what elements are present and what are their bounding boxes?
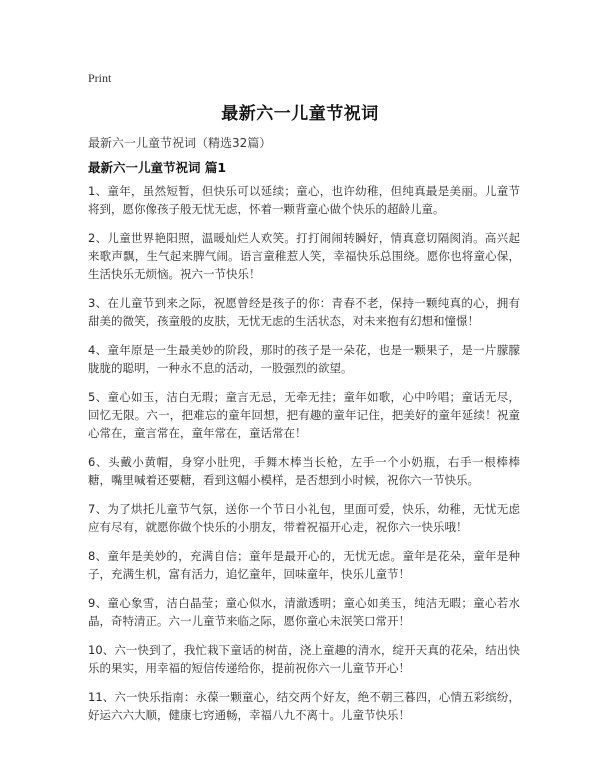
blessing-entry-1: 1、童年，虽然短暂，但快乐可以延续；童心，也许幼稚，但纯真最是美丽。儿童节将到，愿你像孩子般无忧无虑，怀着一颗背童心做个快乐的超龄儿童。 [88, 184, 520, 216]
blessing-entry-7: 7、为了烘托儿童节气氛，送你一个节日小礼包，里面可爱，快乐，幼稚，无忧无虑应有尽有，就愿你做个快乐的小朋友，带着祝福开心走，祝你六一快乐哦！ [88, 502, 520, 534]
blessing-entry-5: 5、童心如玉，洁白无瑕；童言无忌，无牵无挂；童年如歌，心中吟唱；童话无尽，回忆无限。六一，把难忘的童年回想，把有趣的童年记住，把美好的童年延续！祝童心常在，童言常在，童年常在，童话常在！ [88, 390, 520, 440]
blessing-entry-4: 4、童年原是一生最美妙的阶段，那时的孩子是一朵花，也是一颗果子，是一片朦朦胧胧的聪明，一种永不息的活动，一股强烈的欲望。 [88, 343, 520, 375]
blessing-entry-9: 9、童心象雪，洁白晶莹；童心似水，清澈透明；童心如美玉，纯洁无暇；童心若水晶，奇特清正。六一儿童节来临之际，愿你童心未泯笑口常开！ [88, 596, 520, 628]
blessing-entry-11: 11、六一快乐指南：永葆一颗童心，结交两个好友，绝不朝三暮四，心情五彩缤纷，好运六六大顺，健康七窍通畅，幸福八九不离十。儿童节快乐！ [88, 690, 520, 722]
print-label: Print [88, 71, 112, 85]
section-heading: 最新六一儿童节祝词 篇1 [88, 160, 227, 175]
blessing-list [88, 182, 520, 735]
document-subtitle: 最新六一儿童节祝词（精选32篇） [88, 136, 272, 150]
page-title: 最新六一儿童节祝词 [221, 104, 379, 124]
blessing-entry-2: 2、儿童世界艳阳照，温暖灿烂人欢笑。打打闹闹转瞬好，情真意切隔阂消。高兴起来歌声飘，生气起来脾气闹。语言童稚惹人笑，幸福快乐总围绕。愿你也将童心保，生活快乐无烦恼。祝六一节快乐！ [88, 231, 520, 281]
blessing-entry-10: 10、六一快到了，我忙栽下童话的树苗，浇上童趣的清水，绽开天真的花朵，结出快乐的果实，用幸福的短信传递给你，提前祝你六一儿童节开心！ [88, 643, 520, 675]
blessing-entry-3: 3、在儿童节到来之际，祝愿曾经是孩子的你：青春不老，保持一颗纯真的心，拥有甜美的微笑，孩童般的皮肤，无忧无虑的生活状态，对未来抱有幻想和憧憬！ [88, 296, 520, 328]
blessing-entry-6: 6、头戴小黄帽，身穿小肚兜，手舞木棒当长枪，左手一个小奶瓶，右手一根棒棒糖，嘴里喊着还要糖，看到这幅小模样，是否想到小时候，祝你六一节快乐。 [88, 455, 520, 487]
blessing-entry-8: 8、童年是美妙的，充满自信；童年是最开心的，无忧无虑。童年是花朵，童年是种子，充满生机，富有活力，追忆童年，回味童年，快乐儿童节！ [88, 549, 520, 581]
